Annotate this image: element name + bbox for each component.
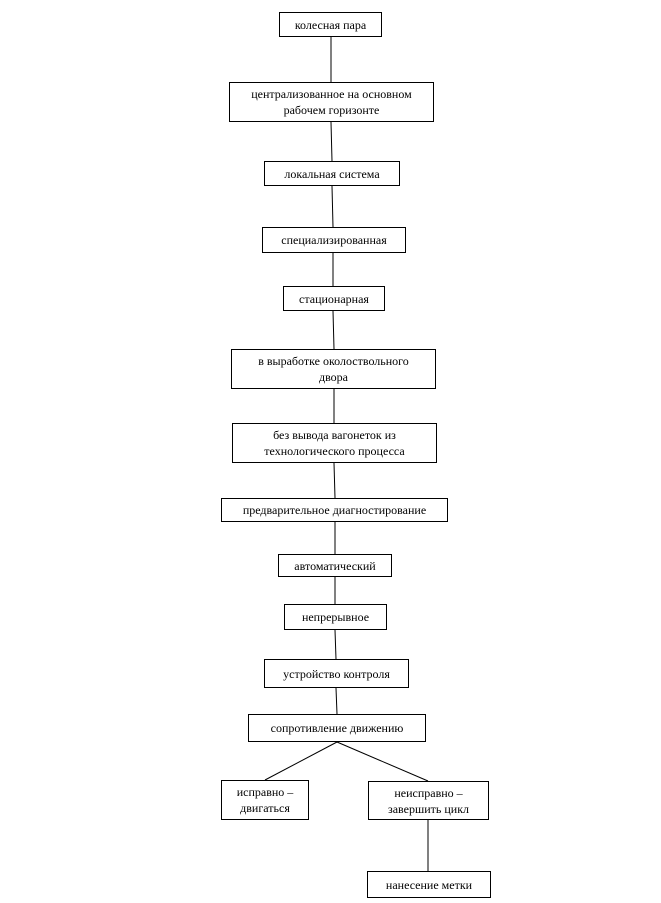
connector-n12-n14 <box>337 742 428 781</box>
connector-n2-n3 <box>331 122 332 161</box>
connector-n12-n13 <box>265 742 337 780</box>
node-local-system: локальная система <box>264 161 400 186</box>
connector-n11-n12 <box>336 688 337 714</box>
node-shaft-yard: в выработке околоствольного двора <box>231 349 436 389</box>
node-ok-move: исправно – двигаться <box>221 780 309 820</box>
connector-n10-n11 <box>335 630 336 659</box>
node-wheelset: колесная пара <box>279 12 382 37</box>
connector-n3-n4 <box>332 186 333 227</box>
node-continuous: непрерывное <box>284 604 387 630</box>
node-no-wagon-removal: без вывода вагонеток из технологического процесса <box>232 423 437 463</box>
node-preliminary-diagnosis: предварительное диагностирование <box>221 498 448 522</box>
node-control-device: устройство контроля <box>264 659 409 688</box>
node-faulty-end-cycle: неисправно – завершить цикл <box>368 781 489 820</box>
node-specialized: специализированная <box>262 227 406 253</box>
node-marking: нанесение метки <box>367 871 491 898</box>
connector-n7-n8 <box>334 463 335 498</box>
node-centralized: централизованное на основном рабочем горизонте <box>229 82 434 122</box>
node-motion-resistance: сопротивление движению <box>248 714 426 742</box>
node-stationary: стационарная <box>283 286 385 311</box>
connector-n5-n6 <box>333 311 334 349</box>
node-automatic: автоматический <box>278 554 392 577</box>
